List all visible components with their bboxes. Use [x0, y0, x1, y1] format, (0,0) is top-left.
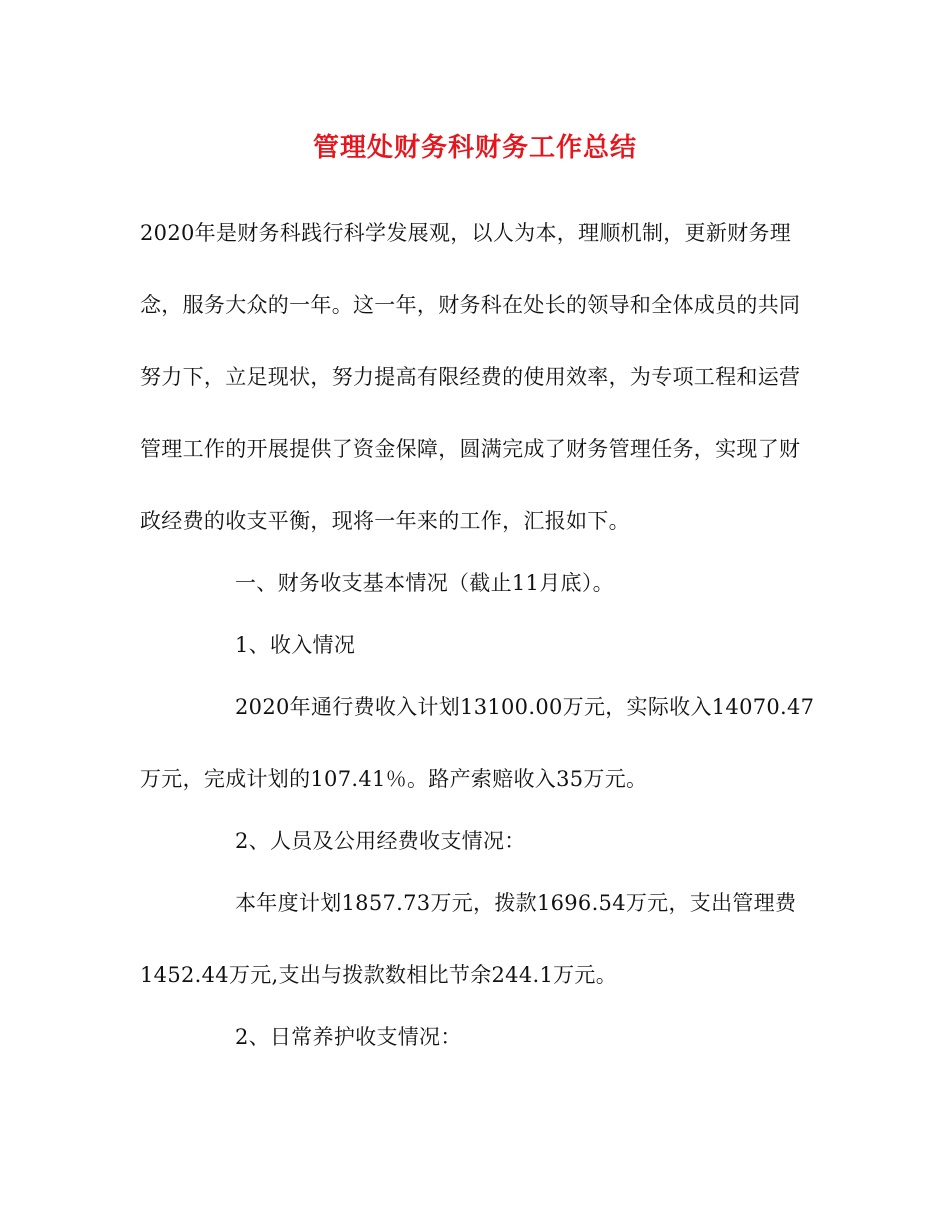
subsection-heading: 2、人员及公用经费收支情况：: [235, 829, 526, 853]
paragraph-line: 万元，完成计划的107.41％。路产索赔收入35万元。: [140, 767, 648, 791]
paragraph-line: 2020年是财务科践行科学发展观，以人为本，理顺机制，更新财务理: [140, 221, 792, 245]
paragraph-line: 2020年通行费收入计划13100.00万元，实际收入14070.47: [235, 695, 815, 719]
paragraph-line: 1452.44万元,支出与拨款数相比节余244.1万元。: [140, 963, 618, 987]
paragraph-line: 努力下，立足现状，努力提高有限经费的使用效率，为专项工程和运营: [140, 365, 801, 389]
paragraph-line: 念，服务大众的一年。这一年，财务科在处长的领导和全体成员的共同: [140, 293, 801, 317]
document-title: 管理处财务科财务工作总结: [312, 133, 637, 163]
paragraph-line: 政经费的收支平衡，现将一年来的工作，汇报如下。: [140, 509, 630, 533]
section-heading: 一、财务收支基本情况（截止11月底）。: [235, 571, 614, 595]
subsection-heading: 2、日常养护收支情况：: [235, 1025, 462, 1049]
paragraph-line: 管理工作的开展提供了资金保障，圆满完成了财务管理任务，实现了财: [140, 437, 801, 461]
subsection-heading: 1、收入情况: [235, 633, 356, 657]
paragraph-line: 本年度计划1857.73万元，拨款1696.54万元，支出管理费: [235, 891, 797, 915]
